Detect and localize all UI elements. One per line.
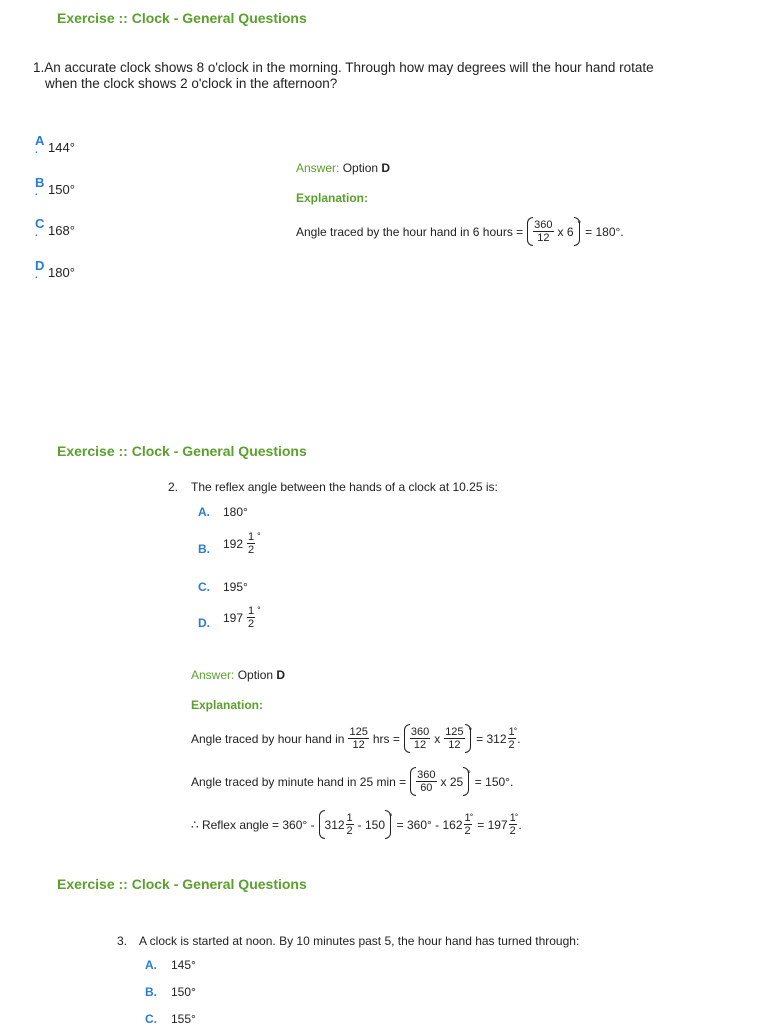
answer-text: Option xyxy=(342,161,379,175)
option-value: 155° xyxy=(171,1012,196,1026)
option-letter: A . xyxy=(35,133,45,156)
question-text: The reflex angle between the hands of a clock at 10.25 is: xyxy=(191,480,498,494)
option-value: 168° xyxy=(48,223,75,238)
option-value: 180° xyxy=(48,265,75,280)
option-letter: B. xyxy=(145,985,157,999)
option-value: 144° xyxy=(48,140,75,155)
answer-label: Answer: xyxy=(296,161,340,175)
option-value: 150° xyxy=(48,182,75,197)
section-header: Exercise :: Clock - General Questions xyxy=(57,876,307,892)
answer-line xyxy=(296,161,390,175)
answer-text: Option xyxy=(237,668,274,682)
question-number: 3. xyxy=(117,934,128,948)
option-value: 197 $\frac{1}{2}$ ° xyxy=(223,605,261,630)
explanation-formula-1: Angle traced by hour hand in $\frac{125}{12}$ hrs = $\frac{360}{12}$ x $\frac{125}{12}$ ° = 312 $\frac{1}{2}$ ° . xyxy=(191,726,521,751)
question-number: 2. xyxy=(168,480,179,494)
question-text: A clock is started at noon. By 10 minutes past 5, the hour hand has turned through: xyxy=(139,934,580,948)
explanation-label: Explanation: xyxy=(296,191,369,205)
bracket-group: $\frac{360}{12}$ x 6 ° xyxy=(527,219,581,244)
formula-text: Angle traced by the hour hand in 6 hours = xyxy=(296,224,524,239)
option-value: 145° xyxy=(171,958,196,972)
option-letter: C. xyxy=(145,1012,157,1026)
option-value: 150° xyxy=(171,985,196,999)
section-header: Exercise :: Clock - General Questions xyxy=(57,443,307,459)
section-header: Exercise :: Clock - General Questions xyxy=(57,10,307,26)
option-letter: B . xyxy=(35,175,45,198)
answer-option: D xyxy=(276,668,286,682)
option-letter: A. xyxy=(198,505,210,519)
option-value: 195° xyxy=(223,580,248,594)
answer-option: D xyxy=(381,161,391,175)
option-letter: C . xyxy=(35,216,45,239)
option-letter: D. xyxy=(198,616,210,630)
option-letter: A. xyxy=(145,958,157,972)
explanation-formula-3: ∴ Reflex angle = 360° - 312 $\frac{1}{2}$ - 150 ° = 360° - 162 $\frac{1}{2}$ ° = 197 $\frac{1}{2}$ ° . xyxy=(191,812,522,837)
answer-label: Answer: xyxy=(191,668,235,682)
option-value: 192 $\frac{1}{2}$ ° xyxy=(223,531,261,556)
parenthesis: $\frac{360}{12}$ x 6 xyxy=(527,219,579,244)
explanation-label: Explanation: xyxy=(191,698,264,712)
question-text-line1: 1.An accurate clock shows 8 o'clock in the morning. Through how may degrees will the hour hand rotate xyxy=(33,60,654,75)
option-letter: C. xyxy=(198,580,210,594)
option-letter: D . xyxy=(35,258,45,281)
option-value: 180° xyxy=(223,505,248,519)
explanation-formula-2: Angle traced by minute hand in 25 min = $\frac{360}{60}$ x 25 ° = 150°. xyxy=(191,769,514,794)
fraction: $\frac{360}{12}$ xyxy=(534,219,553,244)
formula-result: = 180°. xyxy=(585,224,624,239)
answer-line xyxy=(191,668,285,682)
question-text-line2: when the clock shows 2 o'clock in the afternoon? xyxy=(45,76,338,91)
option-letter: B. xyxy=(198,542,210,556)
explanation-formula xyxy=(296,219,624,244)
